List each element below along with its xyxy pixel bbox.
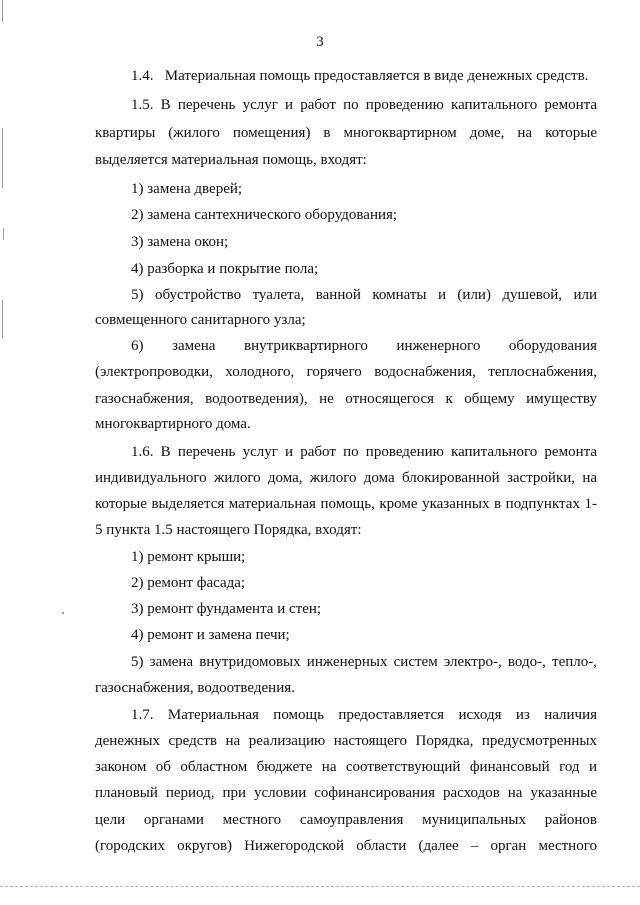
scan-artifact <box>2 300 3 338</box>
para-1-7-line-2: денежных средств на реализацию настоящего Порядка, предусмотренных <box>95 733 597 749</box>
list-item-cont: многоквартирного дома. <box>95 416 251 432</box>
list-item-cont: совмещенного санитарного узла; <box>95 312 306 328</box>
para-1-5-line-2: квартиры (жилого помещения) в многоквартирном доме, на которые <box>95 125 597 141</box>
list-item: 4) разборка и покрытие пола; <box>131 261 319 277</box>
para-1-6-line-2: индивидуального жилого дома, жилого дома блокированной застройки, на <box>95 470 597 486</box>
para-1-7-line-5: цели органами местного самоуправления муниципальных районов <box>95 812 597 828</box>
list-item: 3) замена окон; <box>131 234 229 250</box>
para-1-5-line-1: 1.5. В перечень услуг и работ по проведению капитального ремонта <box>131 97 597 113</box>
list-item: 4) ремонт и замена печи; <box>131 627 290 643</box>
scan-artifact <box>3 228 4 240</box>
para-1-4-line: 1.4. Материальная помощь предоставляется в виде денежных средств. <box>131 68 589 84</box>
list-item-cont: газоснабжения, водоотведения), не относящегося к общему имуществу <box>95 391 597 407</box>
list-item: 3) ремонт фундамента и стен; <box>131 601 322 617</box>
list-item: 2) замена сантехнического оборудования; <box>131 207 398 223</box>
list-item: 2) ремонт фасада; <box>131 575 246 591</box>
para-1-6-line-4: 5 пункта 1.5 настоящего Порядка, входят: <box>95 522 362 538</box>
list-item-cont: (электропроводки, холодного, горячего водоснабжения, теплоснабжения, <box>95 364 597 380</box>
para-1-7-line-4: плановый период, при условии софинансирования расходов на указанные <box>95 785 597 801</box>
list-item: 5) обустройство туалета, ванной комнаты и (или) душевой, или <box>131 287 597 303</box>
list-item: 6) замена внутриквартирного инженерного оборудования <box>131 338 597 354</box>
scan-artifact <box>2 128 3 188</box>
list-item: 1) ремонт крыши; <box>131 549 246 565</box>
para-1-6-line-3: которые выделяется материальная помощь, кроме указанных в подпунктах 1- <box>95 496 597 512</box>
scan-artifact <box>62 612 64 614</box>
para-1-7-line-1: 1.7. Материальная помощь предоставляется исходя из наличия <box>131 707 597 723</box>
list-item: 1) замена дверей; <box>131 181 243 197</box>
list-item: 5) замена внутридомовых инженерных систем электро-, водо-, тепло-, <box>131 654 597 670</box>
para-1-7-line-6: (городских округов) Нижегородской области (далее – орган местного <box>95 838 597 854</box>
page-number: 3 <box>316 34 324 50</box>
scan-artifact <box>2 0 3 22</box>
scan-artifact <box>0 886 640 887</box>
list-item-cont: газоснабжения, водоотведения. <box>95 680 295 696</box>
para-1-5-line-3: выделяется материальная помощь, входят: <box>95 152 367 168</box>
para-1-6-line-1: 1.6. В перечень услуг и работ по проведению капитального ремонта <box>131 444 597 460</box>
para-1-7-line-3: законом об областном бюджете на соответствующий финансовый год и <box>95 759 597 775</box>
